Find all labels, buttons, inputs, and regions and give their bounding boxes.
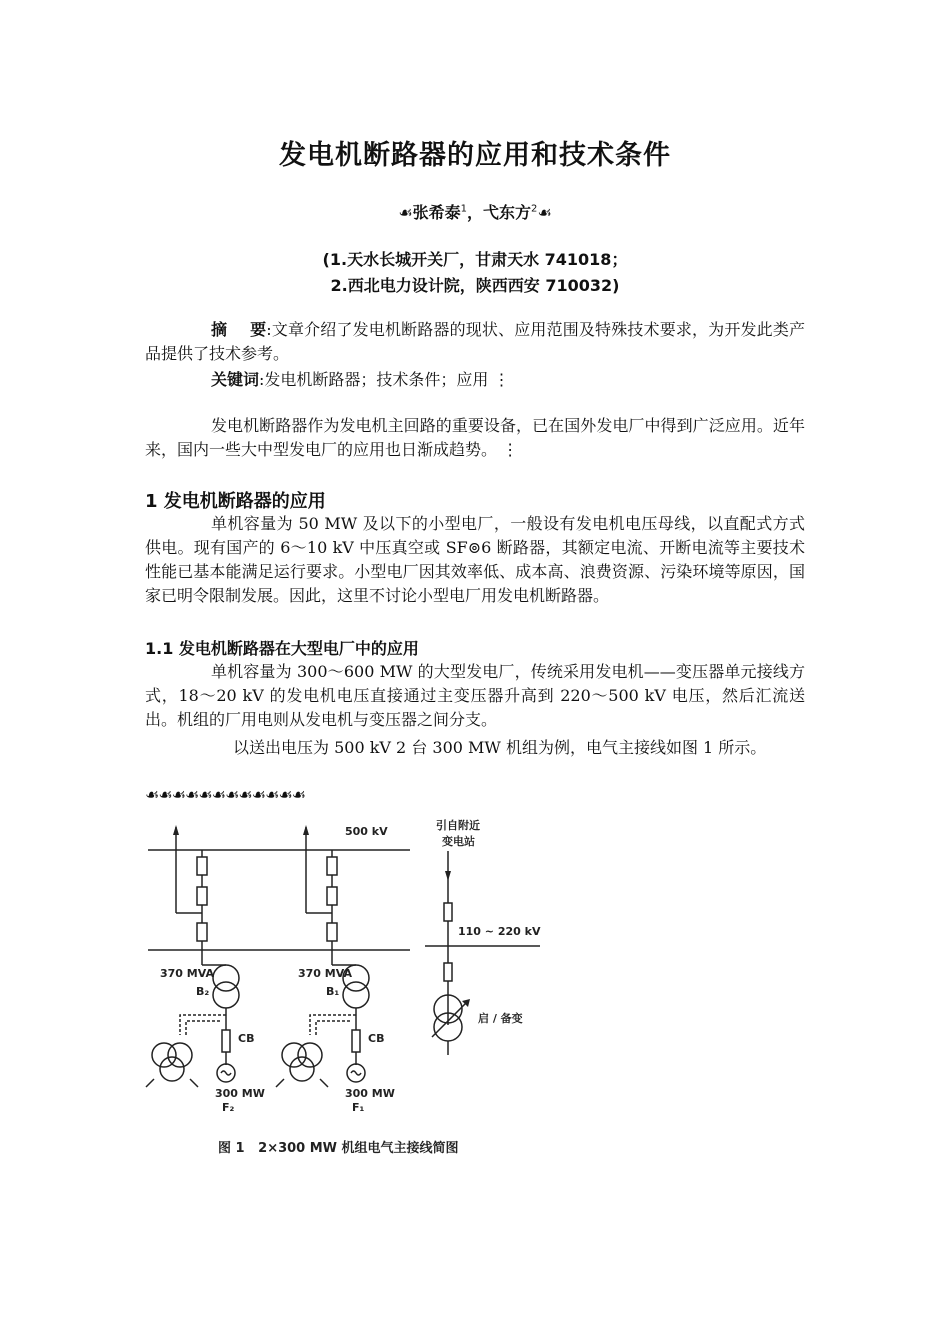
section-1-1-paragraph-2: 以送出电压为 500 kV 2 台 300 MW 机组为例，电气主接线如图 1 所示。 <box>233 738 767 757</box>
left-cb-label: CB <box>238 1032 255 1045</box>
section-1-1-heading: 1.1 发电机断路器在大型电厂中的应用 <box>145 639 419 658</box>
arrow-down-icon <box>445 871 451 881</box>
right-trafo-label: B₁ <box>326 985 340 998</box>
ornament-right-icon: ☙ <box>537 203 552 222</box>
authors-line <box>0 200 950 223</box>
section-1-1-paragraph: 单机容量为 300～600 MW 的大型发电厂，传统采用发电机——变压器单元接线方式，18～20 kV 的发电机电压直接通过主变压器升高到 220～500 kV 电压，然后汇流送出。机组的厂用电则从发电机与变压器之间分支。 <box>145 662 805 729</box>
right-unit <box>276 825 395 1114</box>
startup-label: 启 / 备变 <box>478 1012 523 1025</box>
right-mva-label: 370 MVA <box>298 967 353 980</box>
bus-label: 500 kV <box>345 825 388 838</box>
right-gen-mw: 300 MW <box>345 1087 395 1100</box>
left-gen-mw: 300 MW <box>215 1087 265 1100</box>
affiliation-line-1: (1.天水长城开关厂，甘肃天水 741018； <box>322 250 628 269</box>
paper-title: 发电机断路器的应用和技术条件 <box>279 140 671 171</box>
startup-branch <box>425 818 541 1055</box>
affiliation-line-2: 2.西北电力设计院，陕西西安 710032) <box>330 276 620 295</box>
arrow-icon <box>173 825 179 835</box>
keywords-label: 关键词 <box>211 370 260 389</box>
section-1-paragraph: 单机容量为 50 MW 及以下的小型电厂，一般设有发电机电压母线，以直配式方式供电。现有国产的 6～10 kV 中压真空或 SF⊚6 断路器，其额定电流、开断电流等主要技术性能已基本能满足运行要求。小型电厂因其效率低、成本高、浪费资源、污染环境等原因，国家已明令限制发展。因此，这里不讨论小型电厂用发电机断路器。 <box>145 514 805 605</box>
left-trafo-label: B₂ <box>196 985 210 998</box>
arrow-icon <box>303 825 309 835</box>
abstract-text: :文章介绍了发电机断路器的现状、应用范围及特殊技术要求，为开发此类产品提供了技术参考。 <box>145 320 805 363</box>
left-gen-label: F₂ <box>222 1101 235 1114</box>
ornament-row-icon: ☙☙☙☙☙☙☙☙☙☙☙☙ <box>145 785 306 804</box>
wiring-diagram <box>140 815 560 1133</box>
abstract <box>145 318 805 366</box>
right-cb-label: CB <box>368 1032 385 1045</box>
abstract-label: 摘 要 <box>211 320 267 339</box>
source-label-1: 引自附近 <box>436 819 480 832</box>
author-1: 张希泰 <box>412 203 461 222</box>
voltage-label: 110 ~ 220 kV <box>458 925 541 938</box>
transformer-b2-icon <box>213 965 239 991</box>
author-2-superscript: 2 <box>531 203 538 215</box>
author-1-superscript: 1 <box>460 203 467 215</box>
figure-caption: 图 1 2×300 MW 机组电气主接线简图 <box>218 1141 459 1156</box>
author-separator: ， <box>466 203 483 222</box>
keywords-text: :发电机断路器；技术条件；应用 ⋮ <box>259 370 510 389</box>
author-2: 弋东方 <box>483 203 532 222</box>
left-unit <box>146 825 265 1114</box>
right-gen-label: F₁ <box>352 1101 365 1114</box>
keywords <box>145 368 805 392</box>
intro-paragraph: 发电机断路器作为发电机主回路的重要设备，已在国外发电厂中得到广泛应用。近年来，国内一些大中型发电厂的应用也日渐成趋势。 ⋮ <box>145 416 805 459</box>
section-1-heading: 1 发电机断路器的应用 <box>145 491 326 512</box>
left-mva-label: 370 MVA <box>160 967 215 980</box>
ornament-left-icon: ☙ <box>398 203 413 222</box>
source-label-2: 变电站 <box>442 835 475 848</box>
